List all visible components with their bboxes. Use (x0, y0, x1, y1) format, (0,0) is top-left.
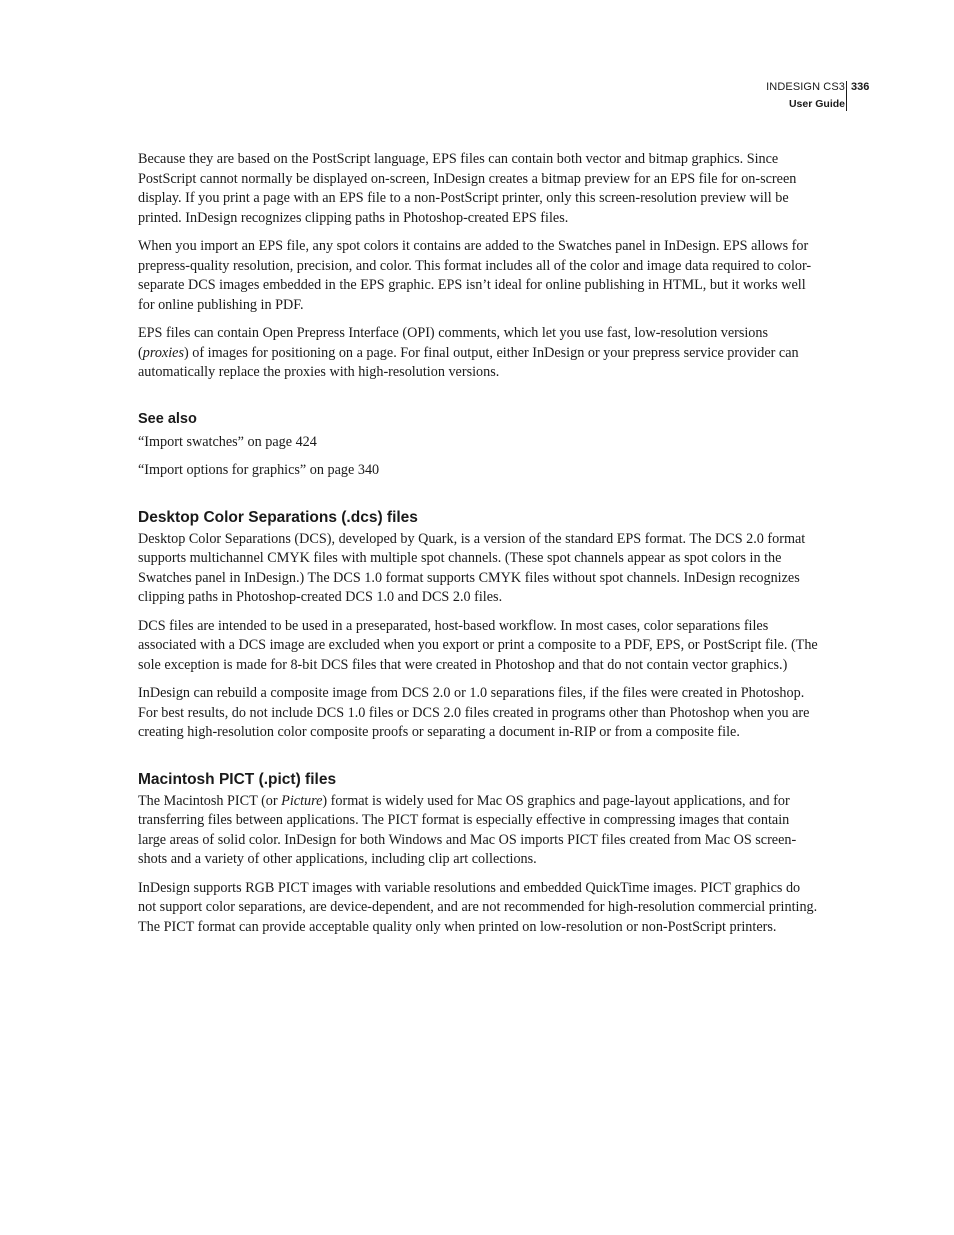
header-divider (846, 81, 847, 111)
pict-paragraph-2: InDesign supports RGB PICT images with variable resolutions and embedded QuickTime images. PICT graphics do not support color separations, are device-dependent, and are not recommended for high-resolution commercial printing. The PICT format can provide acceptable quality only when printed on low-resolution or non-PostScript printers. (138, 879, 818, 935)
dcs-section-heading: Desktop Color Separations (.dcs) files (138, 508, 418, 526)
pict-section-heading: Macintosh PICT (.pict) files (138, 770, 337, 788)
intro-paragraph-2: When you import an EPS file, any spot colors it contains are added to the Swatches panel in InDesign. EPS allows for prepress-quality resolution, precision, and color. This format includes all of the color and image data required to color-separate DCS images embedded in the EPS graphic. EPS isn’t ideal for online publishing in HTML, but it works well for online publishing in PDF. (138, 238, 812, 313)
pict-p1-italic: Picture (281, 792, 323, 809)
product-name: INDESIGN CS3 (766, 81, 845, 93)
see-also-heading: See also (138, 410, 197, 427)
dcs-paragraph-2: DCS files are intended to be used in a preseparated, host-based workflow. In most cases, color separations files associated with a DCS image are excluded when you export or print a composite to a PDF, EPS, or PostScript file. (The sole exception is made for 8-bit DCS files that were created in Photoshop and that do not contain vector graphics.) (138, 617, 818, 673)
dcs-paragraph-1: Desktop Color Separations (DCS), developed by Quark, is a version of the standard EPS format. The DCS 2.0 format supports multichannel CMYK files with multiple spot channels. (These spot channels appear as spot colors in the Swatches panel in InDesign.) The DCS 1.0 format supports CMYK files without spot channels. InDesign recognizes clipping paths in Photoshop-created DCS 1.0 and DCS 2.0 files. (138, 530, 806, 605)
intro-p3-italic: proxies (142, 344, 184, 361)
pict-p1-text-a: The Macintosh PICT (or (138, 792, 282, 809)
see-also-link-import-options[interactable]: “Import options for graphics” on page 340 (138, 462, 380, 478)
guide-name: User Guide (788, 98, 845, 110)
header-title-block (766, 79, 845, 113)
running-header (700, 79, 872, 111)
see-also-link-import-swatches[interactable]: “Import swatches” on page 424 (138, 433, 317, 450)
page-body (138, 150, 818, 946)
page-number: 336 (851, 81, 870, 93)
intro-p3-text-b: ) of images for positioning on a page. For final output, either InDesign or your prepress service provider can automatically replace the proxies with high-resolution versions. (138, 344, 799, 380)
intro-paragraph-1: Because they are based on the PostScript language, EPS files can contain both vector and bitmap graphics. Since PostScript cannot normally be displayed on-screen, InDesign creates a bitmap preview for an EPS file for on-screen display. If you print a page with an EPS file to a non-PostScript printer, only this screen-resolution preview will be printed. InDesign recognizes clipping paths in Photoshop-created EPS files. (138, 151, 797, 226)
pict-paragraph-1 (138, 792, 818, 870)
intro-p3-text-a: EPS files can contain Open Prepress Interface (OPI) comments, which let you use fast, low-resolution versions ( (138, 325, 769, 361)
dcs-paragraph-3: InDesign can rebuild a composite image from DCS 2.0 or 1.0 separations files, if the files were created in Photoshop. For best results, do not include DCS 1.0 files or DCS 2.0 files created in programs other than Photoshop when you are creating high-resolution color composite proofs or separating a document in-RIP or from a composite file. (138, 685, 810, 740)
intro-paragraph-3 (138, 324, 818, 383)
pict-p1-text-b: ) format is widely used for Mac OS graphics and page-layout applications, and for transferring files between applications. The PICT format is especially effective in compressing images that contain large areas of solid color. InDesign for both Windows and Mac OS imports PICT files created from Mac OS screen-shots and a variety of other applications, including clip art collections. (138, 792, 797, 867)
